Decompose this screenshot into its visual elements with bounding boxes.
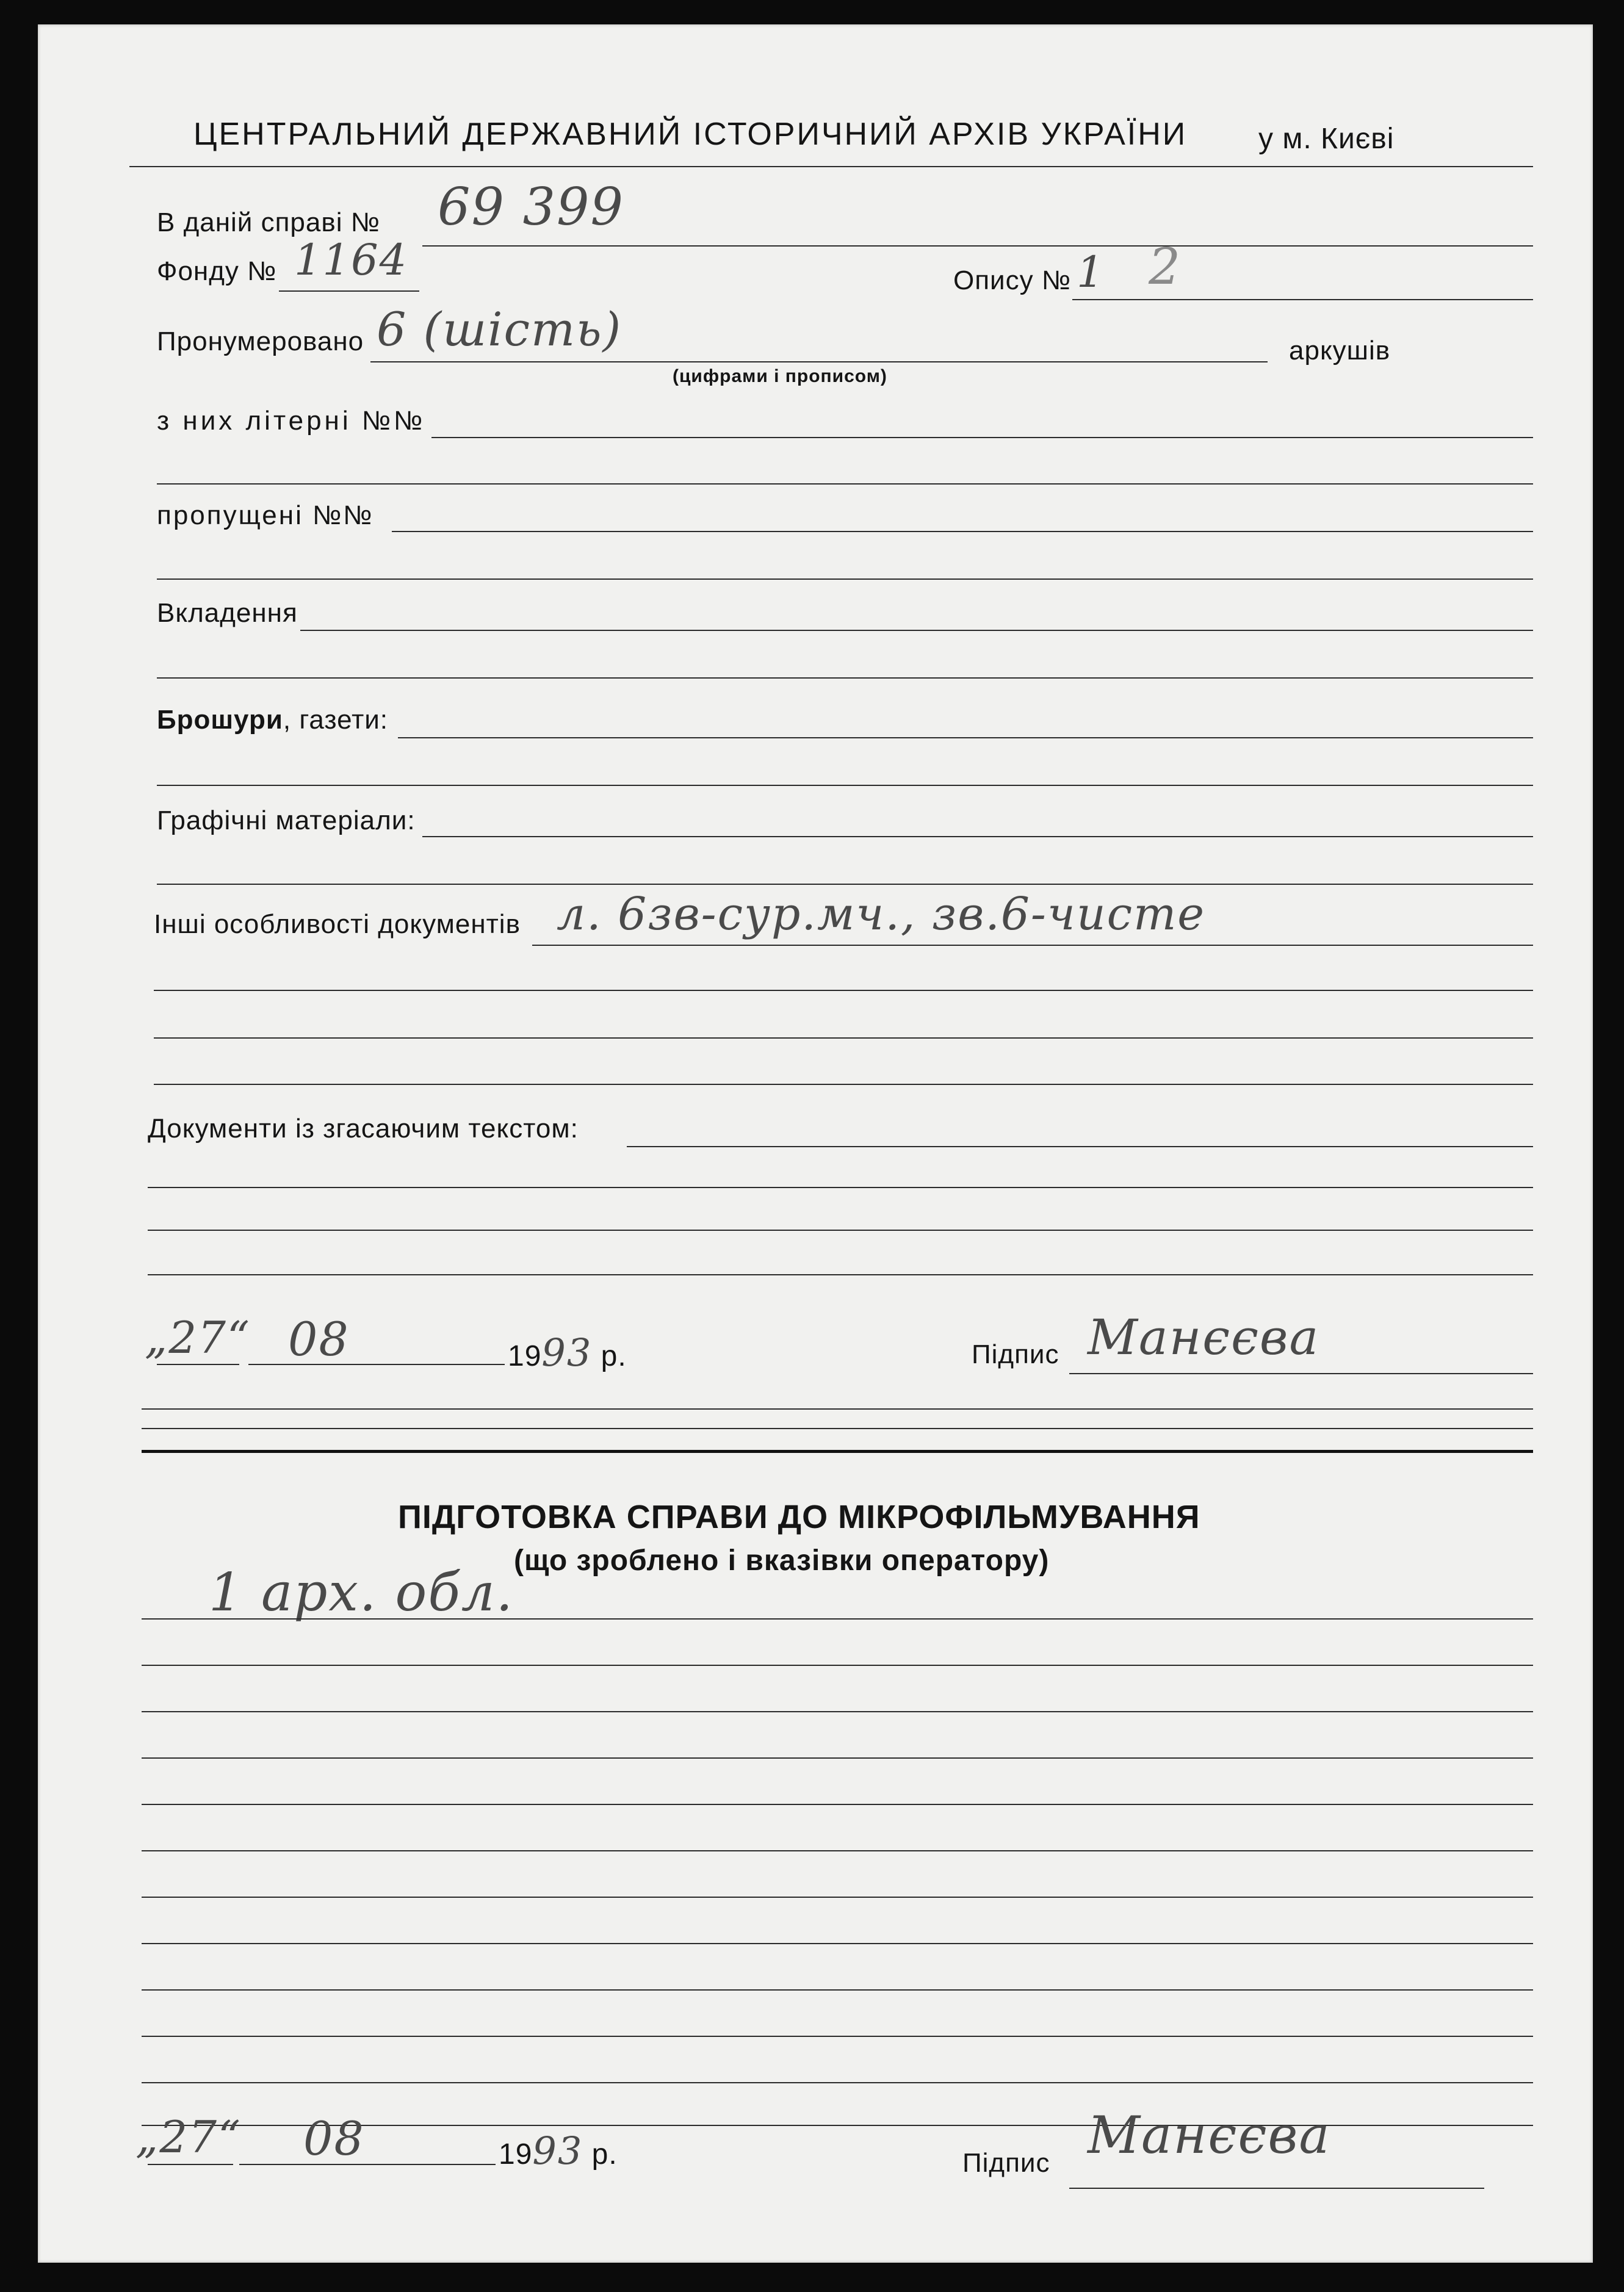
sig2-sign-label: Підпис [962, 2148, 1050, 2178]
microfilm-line-8 [142, 1943, 1533, 1944]
sig2-date-month: 08 [303, 2111, 365, 2166]
attachments-label: Вкладення [157, 598, 298, 628]
microfilm-line-6 [142, 1850, 1533, 1851]
fading-label: Документи із згасаючим текстом: [148, 1114, 579, 1144]
microfilm-line-1 [142, 1618, 1533, 1620]
fond-line [279, 290, 419, 292]
microfilm-line-5 [142, 1804, 1533, 1805]
graphics-line-2 [157, 884, 1533, 885]
brochures-label [157, 705, 388, 735]
sig2-month-line [239, 2164, 496, 2165]
sig2-day-line [148, 2164, 233, 2165]
archive-title: ЦЕНТРАЛЬНИЙ ДЕРЖАВНИЙ ІСТОРИЧНИЙ АРХІВ УКРАЇНИ [193, 117, 1188, 152]
sig1-rule-2 [142, 1428, 1533, 1429]
sig2-year [499, 2128, 618, 2173]
sig1-year [508, 1330, 627, 1375]
microfilm-line-4 [142, 1757, 1533, 1759]
sig1-rule-1 [142, 1408, 1533, 1410]
fond-label: Фонду № [157, 256, 277, 286]
header-rule [129, 166, 1533, 167]
other-line-2 [154, 990, 1533, 991]
brochures-label-bold: Брошури [157, 705, 283, 735]
sig1-date-day: „27“ [145, 1312, 251, 1363]
sig2-signature: Манєєва [1088, 2105, 1331, 2165]
fading-line-2 [148, 1187, 1533, 1188]
archive-form-sheet [38, 24, 1593, 2263]
microfilm-line-11 [142, 2082, 1533, 2083]
sig1-year-suffix: 93 [541, 1330, 593, 1375]
skipped-line-2 [157, 578, 1533, 580]
sig1-month-line [248, 1364, 505, 1365]
sig1-sign-line [1069, 1373, 1533, 1374]
opys-label: Опису № [953, 265, 1072, 295]
letter-label: з них літерні №№ [157, 406, 426, 436]
skipped-label: пропущені №№ [157, 500, 374, 530]
numbered-hint: (цифрами і прописом) [673, 366, 887, 386]
sig2-year-unit: р. [591, 2138, 618, 2171]
sig1-date-month: 08 [288, 1312, 350, 1366]
microfilm-line-9 [142, 1989, 1533, 1991]
sig2-day-text: 27 [159, 2111, 218, 2163]
sig1-day-line [157, 1364, 239, 1365]
section-divider [142, 1450, 1533, 1453]
opys-line [1072, 299, 1533, 300]
attachments-line-2 [157, 677, 1533, 679]
sig2-year-suffix: 93 [532, 2128, 583, 2173]
opys-value: 1 [1077, 247, 1105, 297]
microfilm-line-7 [142, 1897, 1533, 1898]
other-line-4 [154, 1084, 1533, 1085]
microfilm-line-3 [142, 1711, 1533, 1712]
sig2-year-prefix: 19 [499, 2138, 533, 2171]
sig2-sign-line [1069, 2188, 1484, 2189]
letter-line-2 [157, 483, 1533, 485]
fading-line-3 [148, 1230, 1533, 1231]
archive-city: у м. Києві [1258, 123, 1395, 155]
graphics-label: Графічні матеріали: [157, 805, 416, 835]
skipped-line-1 [392, 531, 1533, 532]
sig1-sign-label: Підпис [972, 1339, 1059, 1369]
microfilm-title: ПІДГОТОВКА СПРАВИ ДО МІКРОФІЛЬМУВАННЯ [398, 1499, 1200, 1535]
brochures-line-1 [398, 737, 1533, 738]
graphics-line-1 [422, 836, 1533, 837]
fond-value: 1164 [294, 235, 408, 285]
sig1-year-prefix: 19 [508, 1340, 542, 1372]
sig1-day-text: 27 [168, 1312, 227, 1363]
numbered-unit: аркушів [1289, 336, 1391, 366]
sig1-signature: Манєєва [1088, 1309, 1320, 1366]
case-line [422, 245, 1533, 247]
numbered-value: 6 (шість) [377, 302, 623, 356]
sig1-year-unit: р. [601, 1340, 627, 1372]
microfilm-line-10 [142, 2036, 1533, 2037]
brochures-line-2 [157, 785, 1533, 786]
other-label: Інші особливості документів [154, 909, 521, 939]
fading-line-4 [148, 1274, 1533, 1275]
opys-value-second: 2 [1149, 238, 1182, 296]
other-value: л. 6зв-сур.мч., зв.6-чисте [557, 888, 1206, 940]
other-line-1 [532, 945, 1533, 946]
letter-line-1 [431, 437, 1533, 438]
numbered-label: Пронумеровано [157, 326, 364, 356]
numbered-line [370, 361, 1268, 362]
fading-line-1 [627, 1146, 1533, 1147]
microfilm-note: 1 арх. обл. [209, 1562, 514, 1623]
brochures-label-rest: , газети: [283, 705, 389, 735]
attachments-line-1 [300, 630, 1533, 631]
case-value: 69 399 [438, 177, 624, 237]
sig2-date-day: „27“ [135, 2111, 242, 2163]
microfilm-subtitle: (що зроблено і вказівки оператору) [514, 1544, 1050, 1577]
other-line-3 [154, 1037, 1533, 1039]
case-label: В даній справі № [157, 207, 380, 237]
microfilm-line-2 [142, 1665, 1533, 1666]
